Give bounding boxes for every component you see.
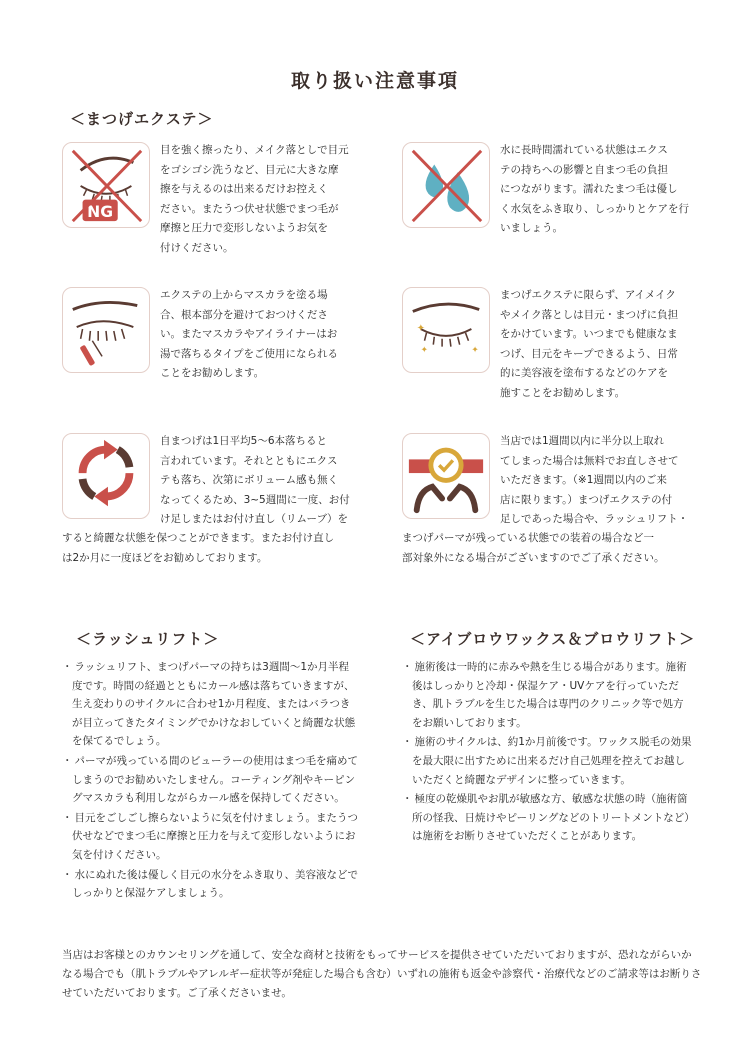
list-item: ・ 水にぬれた後は優しく目元の水分をふき取り、美容液などでしっかりと保湿ケアしましょう。 <box>62 866 358 903</box>
brow-heading: ＜アイブロウワックス＆ブロウリフト＞ <box>410 630 696 648</box>
list-item: ・ 極度の乾燥肌やお肌が敏感な方、敏感な状態の時（施術箇所の怪我、日焼けやピーリングなどのトリートメントなど）は施術をお断りさせていただくことがあります。 <box>402 790 694 846</box>
lash-lift-heading: ＜ラッシュリフト＞ <box>76 630 220 648</box>
footer-disclaimer: 当店はお客様とのカウンセリングを通して、安全な商材と技術をもってサービスを提供させていただいておりますが、恐れながらいかなる場合でも（肌トラブルやアレルギー症状等が発症した場合も含む）いずれの施術も返金や診察代・治療代などのご請求等はお断りさせていただいております。ご了承くださいませ。 <box>62 949 702 999</box>
ng-water-drop-icon <box>402 142 490 228</box>
list-item: ・ パーマが残っている間のビューラーの使用はまつ毛を痛めてしまうのでお勧めいたしません。コーティング剤やキーピングマスカラも利用しながらカール感を保持してください。 <box>62 752 358 808</box>
cycle-arrows-icon <box>62 433 150 519</box>
list-item: ・ 施術後は一時的に赤みや熱を生じる場合があります。施術後はしっかりと冷却・保湿ケア・UVケアを行っていただき、肌トラブルを生じた場合は専門のクリニック等で処方をお願いしております。 <box>402 658 694 732</box>
list-item: ・ ラッシュリフト、まつげパーマの持ちは3週間～1か月半程度です。時間の経過とともにカール感は落ちていきますが、生え変わりのサイクルに合わせ1か月程度、またはバラつきが目立ってきたタイミングでかけなおしていくと綺麗な状態を保てるでしょう。 <box>62 658 358 751</box>
svg-text:✦: ✦ <box>416 322 425 334</box>
page-title: 取り扱い注意事項 <box>290 70 459 92</box>
ng-rubbing-eye-icon <box>62 142 150 228</box>
eyelash-section-heading: ＜まつげエクステ＞ <box>70 110 214 128</box>
list-item: ・ 目元をごしごし擦らないように気を付けましょう。またうつ伏せなどでまつ毛に摩擦と圧力を与えて変形しないようにお気を付けください。 <box>62 809 358 865</box>
list-item: ・ 施術のサイクルは、約1か月前後です。ワックス脱毛の効果を最大限に出すために出来るだけ自己処理を控えてお越しいただくと綺麗なデザインに整っていきます。 <box>402 733 694 789</box>
eyelash-note-care: まつげエクステに限らず、アイメイク やメイク落としは目元・まつげに負担 をかけています。いつまでも健康なま つげ、目元をキープできるよう、日常 的に美容液を塗布するなどのケアを 施すことをお勧めします。 <box>500 289 679 399</box>
svg-text:✦: ✦ <box>471 345 479 356</box>
guarantee-badge-icon <box>402 433 490 519</box>
ng-label: NG <box>87 203 114 222</box>
svg-text:✦: ✦ <box>420 345 428 356</box>
brow-list <box>402 658 694 847</box>
eyelash-note-water: 水に長時間濡れている状態はエクス テの持ちへの影響と自まつ毛の負担 につながります。濡れたまつ毛は優し く水気をふき取り、しっかりとケアを行 いましょう。 <box>500 144 689 234</box>
eyelash-note-refill-cont: すると綺麗な状態を保つことができます。またお付け直し は2か月に一度ほどをお勧めしております。 <box>62 532 335 564</box>
eyelash-note-guarantee-cont: まつげパーマが残っている状態での装着の場合など一 部対象外になる場合がございますのでご了承ください。 <box>402 532 665 564</box>
eyelash-note-rubbing: 目を強く擦ったり、メイク落としで目元 をゴシゴシ洗うなど、目元に大きな摩 擦を与えるのは出来るだけお控えく ださい。またうつ伏せ状態でまつ毛が 摩擦と圧力で変形しないようお気を 付けください。 <box>160 144 349 254</box>
eyelash-note-refill: 自まつげは1日平均5～6本落ちると 言われています。それとともにエクス テも落ち、次第にボリューム感も無く なってくるため、3~5週間に一度、お付 け足しまたはお付け直し（リムーブ）を <box>160 435 350 525</box>
lash-lift-list <box>62 658 358 904</box>
eyelash-note-guarantee: 当店では1週間以内に半分以上取れ てしまった場合は無料でお直しさせて いただきます。（※1週間以内のご来 店に限ります。）まつげエクステの付 足しであった場合や、ラッシュリフト・ <box>500 435 689 525</box>
mascara-eye-icon <box>62 287 150 373</box>
sparkle-eye-icon <box>402 287 490 373</box>
eyelash-note-mascara: エクステの上からマスカラを塗る場 合、根本部分を避けておつけくださ い。またマスカラやアイライナーはお 湯で落ちるタイプをご使用になられる ことをお勧めします。 <box>160 289 338 379</box>
